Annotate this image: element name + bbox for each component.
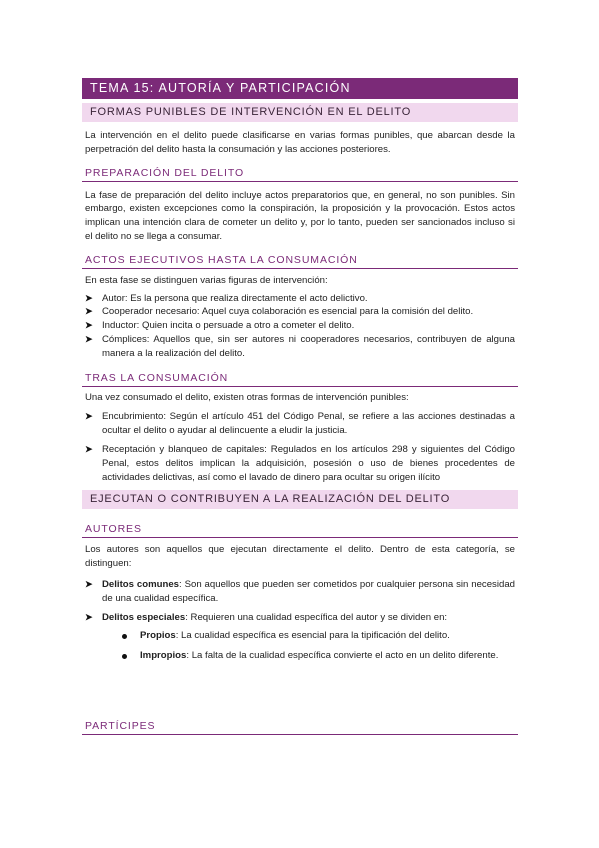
- preparacion-text: La fase de preparación del delito incluye actos preparatorios que, en general, no son punibles. Sin embargo, existen excepciones como la conspiración, la proposición y la provocación. Estos actos implican una intención clara de cometer un delito y, por lo tanto, pueden ser sancionados incluso si el delito no se llega a consumar.: [85, 189, 515, 242]
- section-intro: La intervención en el delito puede clasificarse en varias formas punibles, que abarcan desde la perpetración del delito hasta la consumación y las acciones posteriores.: [85, 130, 515, 155]
- tras-intro: Una vez consumado el delito, existen otras formas de intervención punibles:: [85, 391, 409, 403]
- list-item: Impropios: La falta de la cualidad específica convierte el acto en un delito diferente.: [122, 649, 518, 663]
- autores-intro: Los autores son aquellos que ejecutan directamente el delito. Dentro de esta categoría, se distinguen:: [85, 544, 515, 570]
- list-item: Propios: La cualidad específica es esencial para la tipificación del delito.: [122, 629, 518, 643]
- document-content: [82, 78, 518, 735]
- list-item: ➤ Autor: Es la persona que realiza directamente el acto delictivo.: [85, 292, 368, 304]
- list-item: ➤ Encubrimiento: Según el artículo 451 del Código Penal, se refiere a las acciones destinadas a ocultar el delito o ayudar al delincuente a eludir la justicia.: [85, 411, 515, 437]
- section-heading-formas-punibles: FORMAS PUNIBLES DE INTERVENCIÓN EN EL DELITO: [82, 103, 518, 122]
- list-item: ➤ Delitos comunes: Son aquellos que pueden ser cometidos por cualquier persona sin necesidad de una cualidad específica.: [85, 578, 515, 604]
- subheading-actos-ejecutivos: ACTOS EJECUTIVOS HASTA LA CONSUMACIÓN: [82, 253, 518, 269]
- autores-list: [82, 578, 518, 624]
- bullet-dot-icon: [122, 654, 127, 659]
- arrow-right-icon: ➤: [85, 611, 93, 622]
- subheading-participes: PARTÍCIPES: [82, 719, 518, 735]
- arrow-right-icon: ➤: [85, 320, 93, 331]
- arrow-right-icon: ➤: [85, 411, 93, 422]
- bullet-dot-icon: [122, 634, 127, 639]
- tras-list: [82, 410, 518, 484]
- subheading-tras-consumacion: TRAS LA CONSUMACIÓN: [82, 371, 518, 387]
- arrow-right-icon: ➤: [85, 443, 93, 454]
- section-heading-ejecutan: EJECUTAN O CONTRIBUYEN A LA REALIZACIÓN DEL DELITO: [82, 490, 518, 509]
- list-item: ➤ Cooperador necesario: Aquel cuya colaboración es esencial para la comisión del delito.: [85, 306, 474, 318]
- arrow-right-icon: ➤: [85, 333, 93, 344]
- document-title: TEMA 15: AUTORÍA Y PARTICIPACIÓN: [82, 78, 518, 99]
- especiales-sublist: [82, 629, 518, 663]
- list-item: ➤ Delitos especiales: Requieren una cualidad específica del autor y se dividen en:: [85, 611, 448, 623]
- subheading-autores: AUTORES: [82, 522, 518, 538]
- arrow-right-icon: ➤: [85, 306, 93, 317]
- list-item: ➤ Inductor: Quien incita o persuade a otro a cometer el delito.: [85, 320, 355, 332]
- arrow-right-icon: ➤: [85, 578, 93, 589]
- actos-list: [82, 292, 518, 361]
- subheading-preparacion: PREPARACIÓN DEL DELITO: [82, 166, 518, 182]
- arrow-right-icon: ➤: [85, 292, 93, 303]
- list-item: ➤ Cómplices: Aquellos que, sin ser autores ni cooperadores necesarios, contribuyen de alguna manera a la realización del delito.: [85, 333, 515, 359]
- list-item: ➤ Receptación y blanqueo de capitales: Regulados en los artículos 298 y siguientes del Código Penal, estos delitos implican la adquisición, posesión o uso de bienes procedentes de actividades delictivas, así como el lavado de dinero para ocultar su origen ilícito: [85, 443, 515, 483]
- actos-intro: En esta fase se distinguen varias figuras de intervención:: [85, 274, 328, 286]
